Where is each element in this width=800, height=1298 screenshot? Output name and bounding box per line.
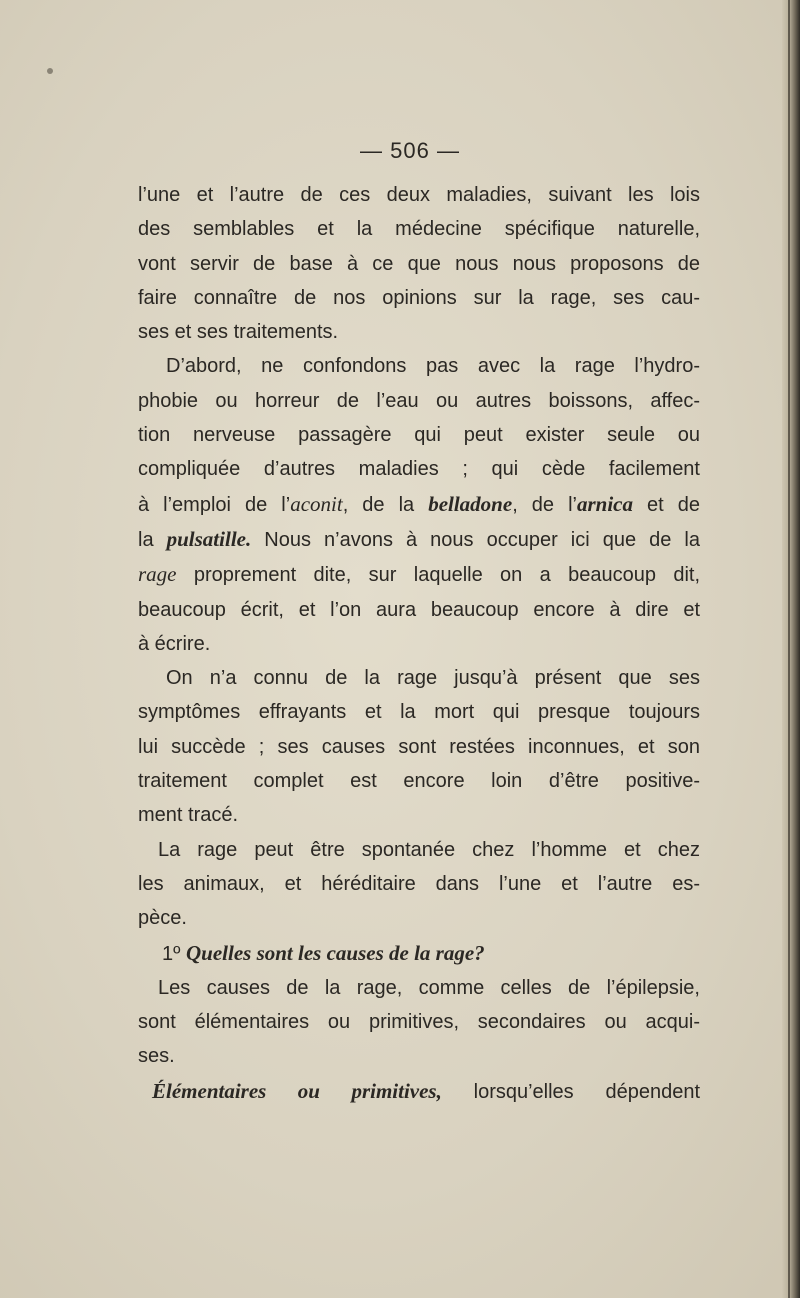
italic-term: arnica	[576, 491, 633, 516]
text-run: proprement dite, sur laquelle on a beaucoup dit,	[176, 564, 700, 587]
body-text	[138, 178, 700, 1109]
text-line: sont élémentaires ou primitives, secondaires ou acqui-	[138, 1011, 700, 1034]
text-line: l’une et l’autre de ces deux maladies, suivant les lois	[138, 184, 700, 206]
text-line	[138, 557, 700, 592]
text-line: faire connaître de nos opinions sur la rage, ses cau-	[138, 286, 700, 309]
text-line: ses et ses traitements.	[138, 321, 339, 344]
text-line: symptômes effrayants et la mort qui presque toujours	[138, 701, 700, 724]
text-line	[138, 522, 700, 557]
italic-term: belladone	[428, 491, 513, 516]
text-run: la	[138, 528, 167, 551]
paragraph-3	[138, 661, 700, 832]
text-run: , de l’	[512, 493, 577, 516]
paragraph-5	[138, 971, 700, 1074]
text-line: vont servir de base à ce que nous nous proposons de	[138, 252, 700, 275]
text-line: phobie ou horreur de l’eau ou autres boissons, affec-	[138, 389, 700, 412]
text-line: lui succède ; ses causes sont restées inconnues, et son	[138, 735, 700, 758]
text-line: pèce.	[138, 907, 187, 930]
text-run: lorsqu’elles dépendent	[441, 1080, 700, 1103]
text-line: beaucoup écrit, et l’on aura beaucoup encore à dire et	[138, 598, 700, 621]
text-line: les animaux, et héréditaire dans l’une et l’autre es-	[138, 872, 700, 895]
text-run: Nous n’avons à nous occuper ici que de la	[251, 528, 700, 551]
text-line: traitement complet est encore loin d’être positive-	[138, 770, 700, 793]
paper-speck	[47, 68, 53, 74]
paragraph-6	[138, 1074, 700, 1109]
text-line	[138, 487, 700, 522]
text-line: ses.	[138, 1045, 175, 1068]
text-line: tion nerveuse passagère qui peut exister seule ou	[138, 424, 700, 447]
page-number: — 506 —	[360, 138, 460, 163]
heading-number: 1º	[162, 942, 181, 965]
heading-line	[162, 936, 700, 971]
text-line: compliquée d’autres maladies ; qui cède facilement	[138, 458, 700, 481]
text-line: Les causes de la rage, comme celles de l’épilepsie,	[158, 976, 700, 999]
paragraph-1	[138, 178, 700, 349]
paragraph-4	[138, 833, 700, 936]
section-heading	[138, 936, 700, 971]
italic-term: pulsatille.	[166, 526, 252, 551]
text-line: à écrire.	[138, 632, 211, 655]
text-run: à l’emploi de l’	[138, 493, 291, 516]
text-line: On n’a connu de la rage jusqu’à présent que ses	[166, 667, 700, 690]
heading-text: Quelles sont les causes de la rage?	[186, 940, 485, 965]
spine-edge	[788, 0, 790, 1298]
text-line: La rage peut être spontanée chez l’homme et chez	[158, 838, 700, 861]
book-spine	[782, 0, 800, 1298]
paragraph-2	[138, 349, 700, 661]
text-run: , de la	[342, 493, 429, 516]
text-line: ment tracé.	[138, 804, 239, 827]
italic-term: Élémentaires ou primitives,	[152, 1078, 442, 1103]
text-line	[138, 1074, 700, 1109]
text-line: des semblables et la médecine spécifique naturelle,	[138, 218, 700, 241]
text-line: D’abord, ne confondons pas avec la rage l’hydro-	[166, 355, 700, 378]
italic-term: aconit	[290, 491, 343, 516]
italic-term: rage	[138, 562, 177, 587]
text-run: et de	[632, 493, 700, 516]
